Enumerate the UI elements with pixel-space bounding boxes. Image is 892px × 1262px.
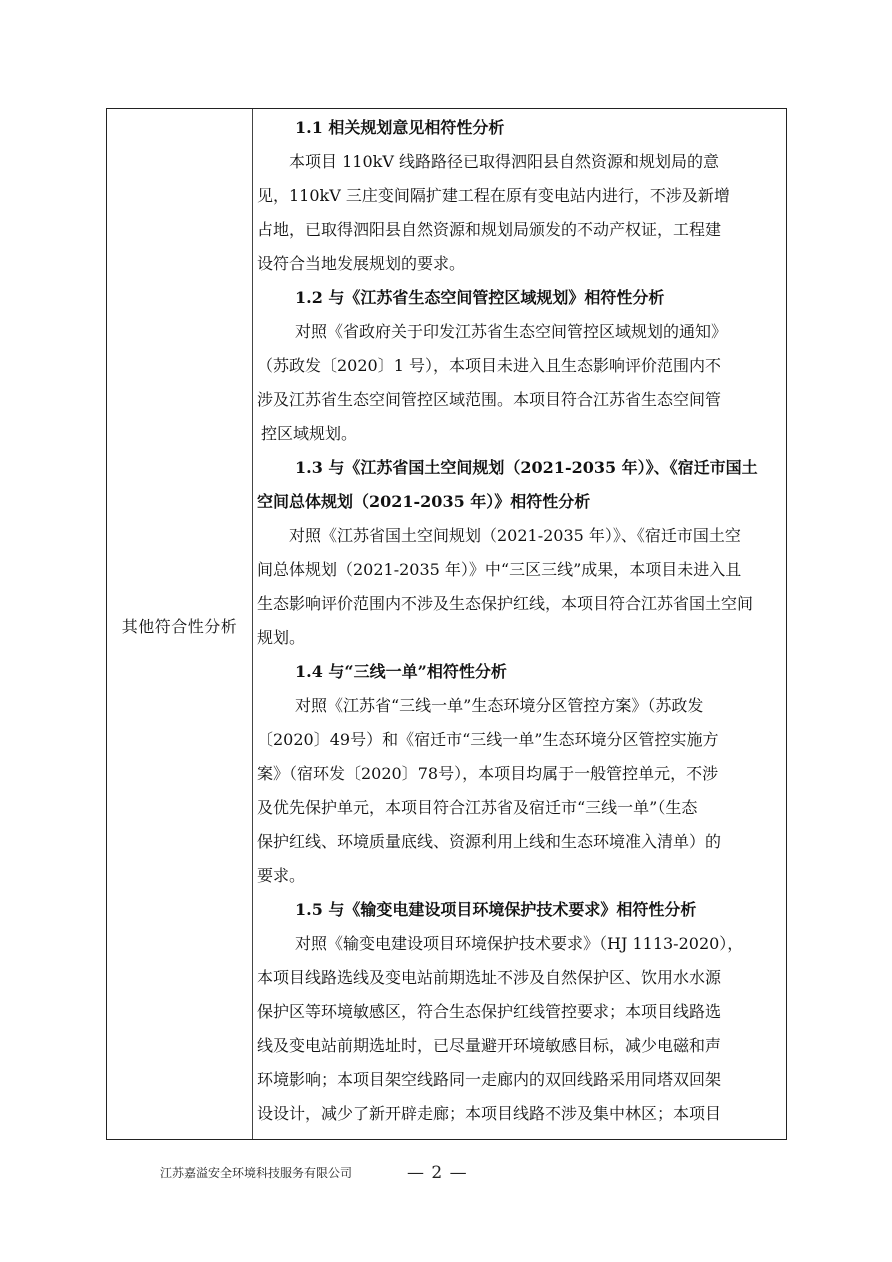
- section-heading: 1.4 与“三线一单”相符性分析: [295, 662, 507, 681]
- section-heading: 1.1 相关规划意见相符性分析: [295, 118, 505, 137]
- company-name: 江苏嘉溢安全环境科技服务有限公司: [160, 1166, 353, 1180]
- paragraph-line: 及优先保护单元，本项目符合江苏省及宿迁市“三线一单”（生态: [257, 798, 698, 817]
- paragraph-line: 对照《江苏省国土空间规划（2021-2035 年）》、《宿迁市国土空: [289, 526, 741, 545]
- paragraph-line: 环境影响；本项目架空线路同一走廊内的双回线路采用同塔双回架: [257, 1070, 722, 1089]
- paragraph-line: 本项目 110kV 线路路径已取得泗阳县自然资源和规划局的意: [289, 152, 719, 171]
- page-footer: [160, 1164, 500, 1188]
- paragraph-line: 对照《输变电建设项目环境保护技术要求》（HJ 1113-2020），: [295, 934, 744, 953]
- paragraph-line: 涉及江苏省生态空间管控区域范围。本项目符合江苏省生态空间管: [257, 390, 722, 409]
- section-heading: 1.5 与《输变电建设项目环境保护技术要求》相符性分析: [295, 900, 697, 919]
- paragraph-line: 占地，已取得泗阳县自然资源和规划局颁发的不动产权证，工程建: [257, 220, 722, 239]
- paragraph-line: 〔2020〕49号）和《宿迁市“三线一单”生态环境分区管控实施方: [257, 730, 719, 749]
- paragraph-line: 间总体规划（2021-2035 年）》中“三区三线”成果，本项目未进入且: [257, 560, 742, 579]
- category-label: 其他符合性分析: [121, 617, 238, 636]
- paragraph-line: 见，110kV 三庄变间隔扩建工程在原有变电站内进行，不涉及新增: [257, 186, 730, 205]
- paragraph-line: 本项目线路选线及变电站前期选址不涉及自然保护区、饮用水水源: [257, 968, 722, 987]
- paragraph-line: 对照《江苏省“三线一单”生态环境分区管控方案》（苏政发: [295, 696, 704, 715]
- paragraph-line: （苏政发〔2020〕1 号），本项目未进入且生态影响评价范围内不: [257, 356, 721, 375]
- content-table: [106, 108, 787, 1140]
- paragraph-line: 设符合当地发展规划的要求。: [257, 254, 466, 273]
- paragraph-line: 保护红线、环境质量底线、资源利用上线和生态环境准入清单）的: [257, 832, 722, 851]
- paragraph-line: 保护区等环境敏感区，符合生态保护红线管控要求；本项目线路选: [257, 1002, 722, 1021]
- paragraph-line: 线及变电站前期选址时，已尽量避开环境敏感目标，减少电磁和声: [257, 1036, 722, 1055]
- paragraph-line: 生态影响评价范围内不涉及生态保护红线，本项目符合江苏省国土空间: [257, 594, 754, 613]
- paragraph-line: 对照《省政府关于印发江苏省生态空间管控区域规划的通知》: [295, 322, 728, 341]
- section-heading: 1.3 与《江苏省国土空间规划（2021-2035 年）》、《宿迁市国土: [295, 458, 758, 477]
- section-heading: 1.2 与《江苏省生态空间管控区域规划》相符性分析: [295, 288, 665, 307]
- analysis-cell: [253, 109, 786, 1139]
- paragraph-line: 案》（宿环发〔2020〕78号），本项目均属于一般管控单元，不涉: [257, 764, 719, 783]
- section-heading: 空间总体规划（2021-2035 年）》相符性分析: [257, 492, 591, 511]
- category-cell: [107, 109, 253, 1139]
- paragraph-line: 控区域规划。: [261, 424, 358, 443]
- page-number: — 2 —: [407, 1163, 468, 1183]
- analysis-text: [257, 111, 782, 1131]
- paragraph-line: 设设计，减少了新开辟走廊；本项目线路不涉及集中林区；本项目: [257, 1104, 722, 1123]
- paragraph-line: 规划。: [257, 628, 306, 647]
- paragraph-line: 要求。: [257, 866, 306, 885]
